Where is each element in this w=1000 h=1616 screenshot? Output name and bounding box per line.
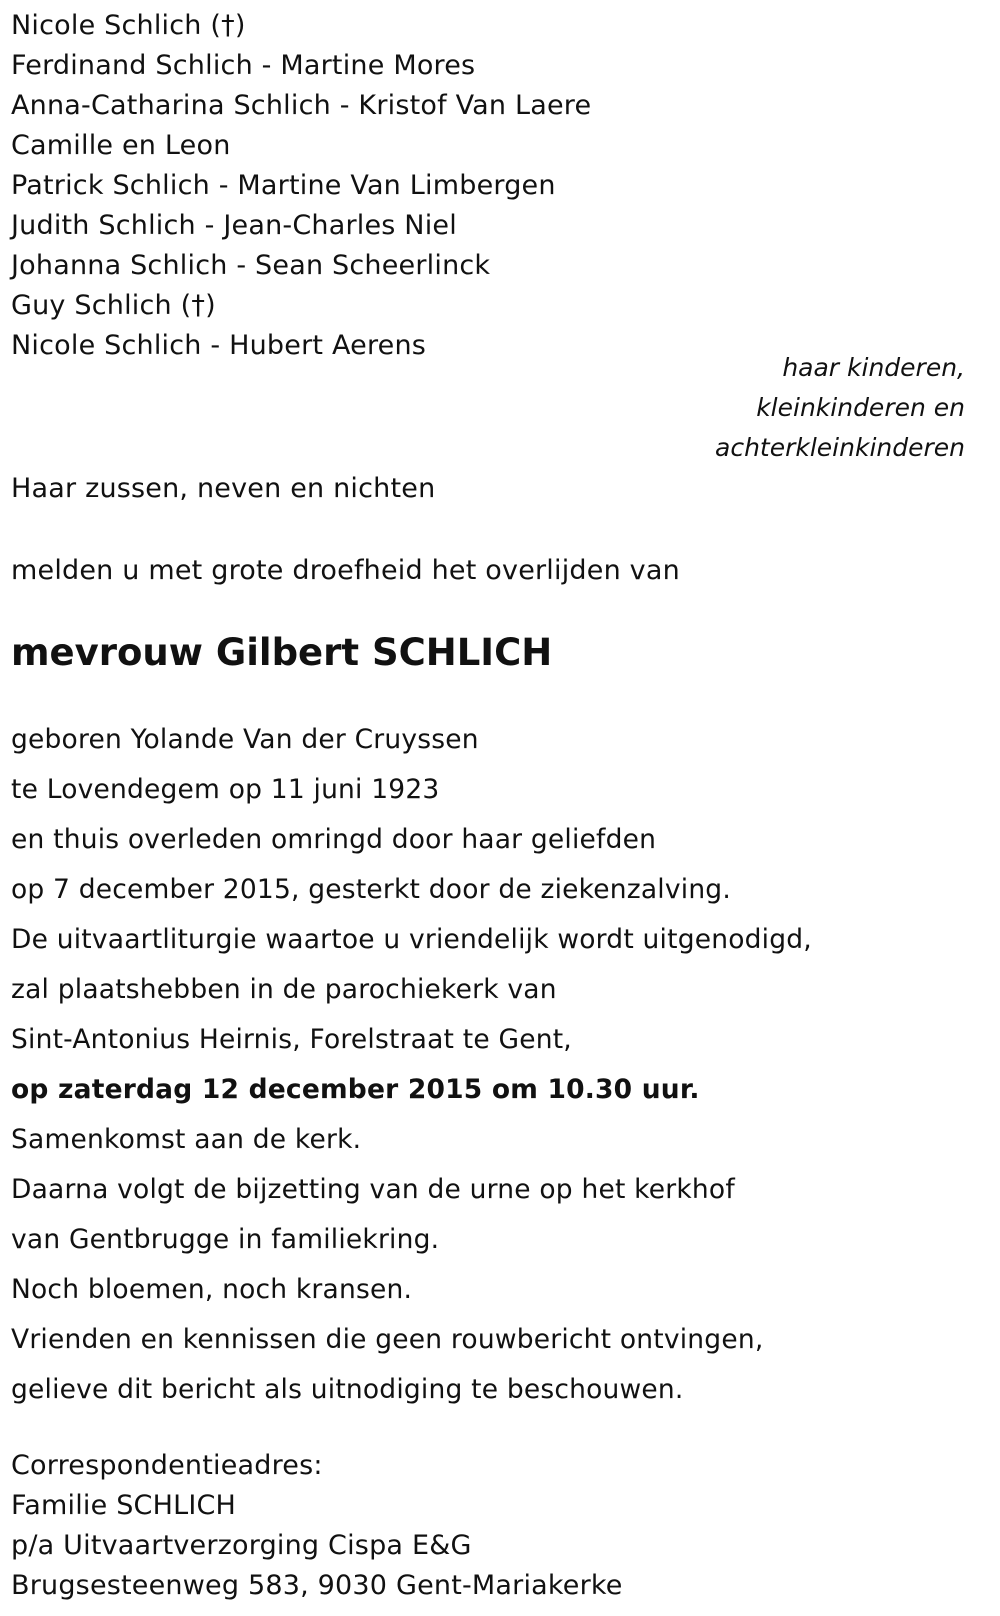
announcement-line: melden u met grote droefheid het overlijden van	[11, 555, 680, 586]
detail-line: Noch bloemen, noch kransen.	[11, 1274, 413, 1305]
family-member: Ferdinand Schlich - Martine Mores	[11, 50, 476, 81]
detail-line: gelieve dit bericht als uitnodiging te beschouwen.	[11, 1374, 684, 1405]
detail-line: Vrienden en kennissen die geen rouwbericht ontvingen,	[11, 1324, 764, 1355]
detail-line: te Lovendegem op 11 juni 1923	[11, 774, 440, 805]
relation-line: kleinkinderen en	[756, 393, 965, 422]
address-line: Brugsesteenweg 583, 9030 Gent-Mariakerke	[11, 1570, 623, 1601]
relation-line: achterkleinkinderen	[715, 433, 965, 462]
family-member: Guy Schlich (†)	[11, 290, 216, 321]
relation-line: haar kinderen,	[782, 353, 965, 382]
family-member: Nicole Schlich (†)	[11, 10, 246, 41]
deceased-name: mevrouw Gilbert SCHLICH	[11, 631, 553, 674]
detail-line: Daarna volgt de bijzetting van de urne op het kerkhof	[11, 1174, 735, 1205]
address-heading: Correspondentieadres:	[11, 1450, 323, 1481]
detail-line: geboren Yolande Van der Cruyssen	[11, 724, 479, 755]
detail-line: van Gentbrugge in familiekring.	[11, 1224, 440, 1255]
obituary-details	[11, 715, 812, 1415]
detail-line: op 7 december 2015, gesterkt door de ziekenzalving.	[11, 874, 731, 905]
detail-line: en thuis overleden omringd door haar geliefden	[11, 824, 657, 855]
family-member: Johanna Schlich - Sean Scheerlinck	[11, 250, 491, 281]
address-line: p/a Uitvaartverzorging Cispa E&G	[11, 1530, 472, 1561]
correspondence-address	[11, 1446, 623, 1606]
detail-line: Sint-Antonius Heirnis, Forelstraat te Gent,	[11, 1024, 572, 1055]
relation-note	[715, 348, 965, 468]
detail-line: Samenkomst aan de kerk.	[11, 1124, 362, 1155]
cousins-line: Haar zussen, neven en nichten	[11, 473, 436, 504]
family-list	[11, 6, 591, 366]
family-member: Nicole Schlich - Hubert Aerens	[11, 330, 427, 361]
family-member: Camille en Leon	[11, 130, 231, 161]
address-line: Familie SCHLICH	[11, 1490, 237, 1521]
family-member: Anna-Catharina Schlich - Kristof Van Laere	[11, 90, 592, 121]
detail-line: De uitvaartliturgie waartoe u vriendelijk wordt uitgenodigd,	[11, 924, 812, 955]
family-member: Patrick Schlich - Martine Van Limbergen	[11, 170, 556, 201]
funeral-date-line: op zaterdag 12 december 2015 om 10.30 uur.	[11, 1074, 700, 1105]
detail-line: zal plaatshebben in de parochiekerk van	[11, 974, 557, 1005]
family-member: Judith Schlich - Jean-Charles Niel	[11, 210, 457, 241]
